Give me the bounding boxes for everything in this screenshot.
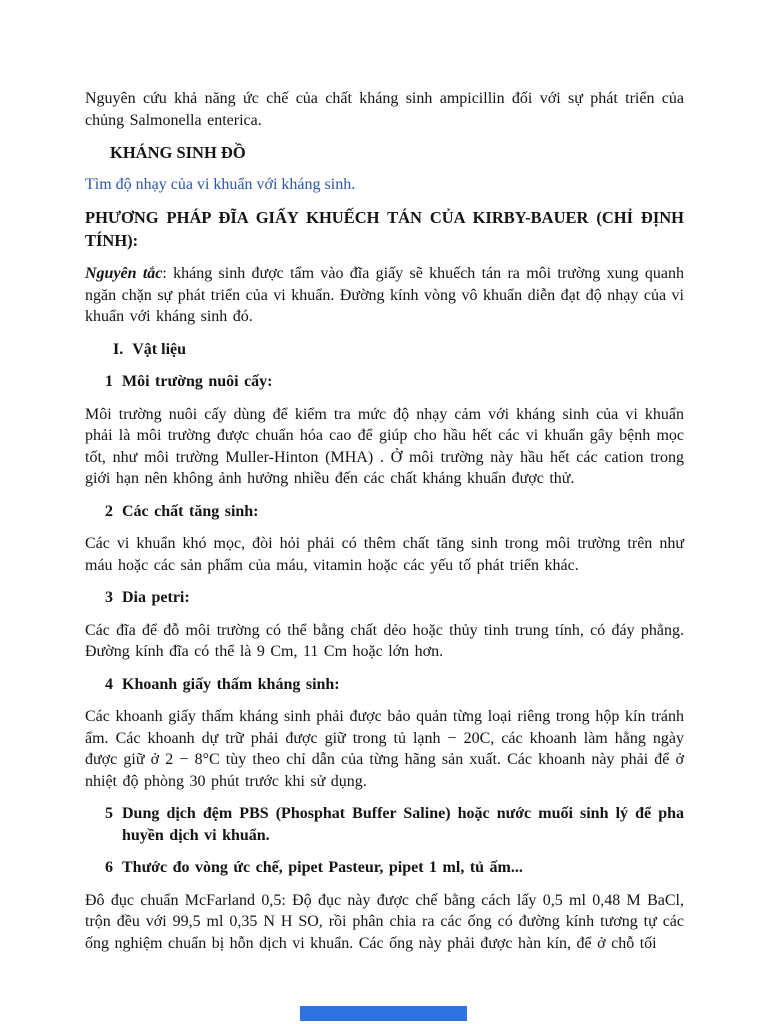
heading-number: 1	[105, 373, 113, 390]
heading-label: Dia petri:	[122, 589, 190, 606]
numbered-heading	[85, 857, 684, 879]
paragraph: Các đĩa để đỗ môi trường có thể bằng chất dẻo hoặc thủy tinh trung tính, có đáy phẳng. Đường kính đĩa có thể là 9 Cm, 11 Cm hoặc lớn hơn.	[85, 621, 684, 660]
paragraph-text: : kháng sinh được tẩm vào đĩa giấy sẽ khuếch tán ra môi trường xung quanh ngăn chặn sự phát triển của vi khuẩn. Đường kính vòng vô khuẩn diễn đạt độ nhạy của vi khuẩn với kháng sinh đó.	[85, 265, 684, 325]
heading-number: I.	[113, 340, 124, 358]
bottom-blue-bar	[300, 1006, 467, 1021]
heading-label: Dung dịch đệm PBS (Phosphat Buffer Saline) hoặc nước muối sinh lý để pha huyền dịch vi khuẩn.	[122, 805, 684, 844]
heading-label: Khoanh giấy thấm kháng sinh:	[122, 675, 340, 693]
heading-label: Thước đo vòng ức chế, pipet Pasteur, pipet 1 ml, tủ ấm...	[122, 859, 523, 876]
section-subheading: KHÁNG SINH ĐỒ	[110, 143, 246, 162]
paragraph-lead: Nguyên tắc	[85, 265, 163, 282]
hyperlink-text[interactable]: Tìm độ nhạy của vi khuẩn với kháng sinh.	[85, 176, 356, 193]
paragraph: Môi trường nuôi cấy dùng để kiểm tra mức độ nhạy cảm với kháng sinh của vi khuẩn phải là môi trường được chuẩn hóa cao để giúp cho hầu hết các vi khuẩn gây bệnh mọc tốt, như môi trường Muller-Hinton (MHA) . Ở môi trường này hầu hết các cation trong giới hạn nên không ảnh hưởng nhiều đến các chất kháng khuẩn được thử.	[85, 405, 684, 487]
roman-numbered-heading	[85, 339, 684, 361]
heading-label: Các chất tăng sinh:	[122, 502, 259, 520]
paragraph: Nguyên cứu khả năng ức chế của chất kháng sinh ampicillin đối với sự phát triển của chủng Salmonella enterica.	[85, 90, 684, 129]
main-heading: PHƯƠNG PHÁP ĐĨA GIẤY KHUẾCH TÁN CỦA KIRBY-BAUER (CHỈ ĐỊNH TÍNH):	[85, 208, 684, 250]
heading-number: 4	[105, 675, 113, 693]
heading-number: 2	[105, 502, 113, 520]
numbered-heading	[85, 371, 684, 393]
numbered-heading	[85, 501, 684, 523]
heading-number: 5	[105, 805, 113, 822]
paragraph	[85, 263, 684, 328]
heading-label: Vật liệu	[132, 340, 187, 358]
heading-label: Môi trường nuôi cấy:	[122, 373, 273, 390]
paragraph: Đô đục chuẩn McFarland 0,5: Độ đục này được chế bằng cách lấy 0,5 ml 0,48 M BaCl, trộn đều với 99,5 ml 0,35 N H SO, rồi phân chia ra các ống có đường kính tương tự các ống nghiệm chuẩn bị hỗn dịch vi khuẩn. Các ống này phải được hàn kín, để ở chỗ tối	[85, 891, 684, 952]
numbered-heading	[85, 803, 684, 846]
heading-number: 3	[105, 589, 113, 606]
paragraph: Các khoanh giấy thấm kháng sinh phải được bảo quản từng loại riêng trong hộp kín tránh ẩm. Các khoanh dự trữ phải được giữ trong tủ lạnh − 20C, các khoanh làm hằng ngày được giữ ở 2 − 8°C tùy theo chỉ dẫn của từng hãng sản xuất. Các khoanh này phải để ở nhiệt độ phòng 30 phút trước khi sử dụng.	[85, 708, 684, 790]
heading-number: 6	[105, 859, 113, 876]
numbered-heading	[85, 587, 684, 609]
paragraph: Các vi khuẩn khó mọc, đòi hỏi phải có thêm chất tăng sinh trong môi trường trên như máu hoặc các sản phẩm của máu, vitamin hoặc các yếu tố phát triển khác.	[85, 535, 684, 574]
numbered-heading	[85, 674, 684, 696]
